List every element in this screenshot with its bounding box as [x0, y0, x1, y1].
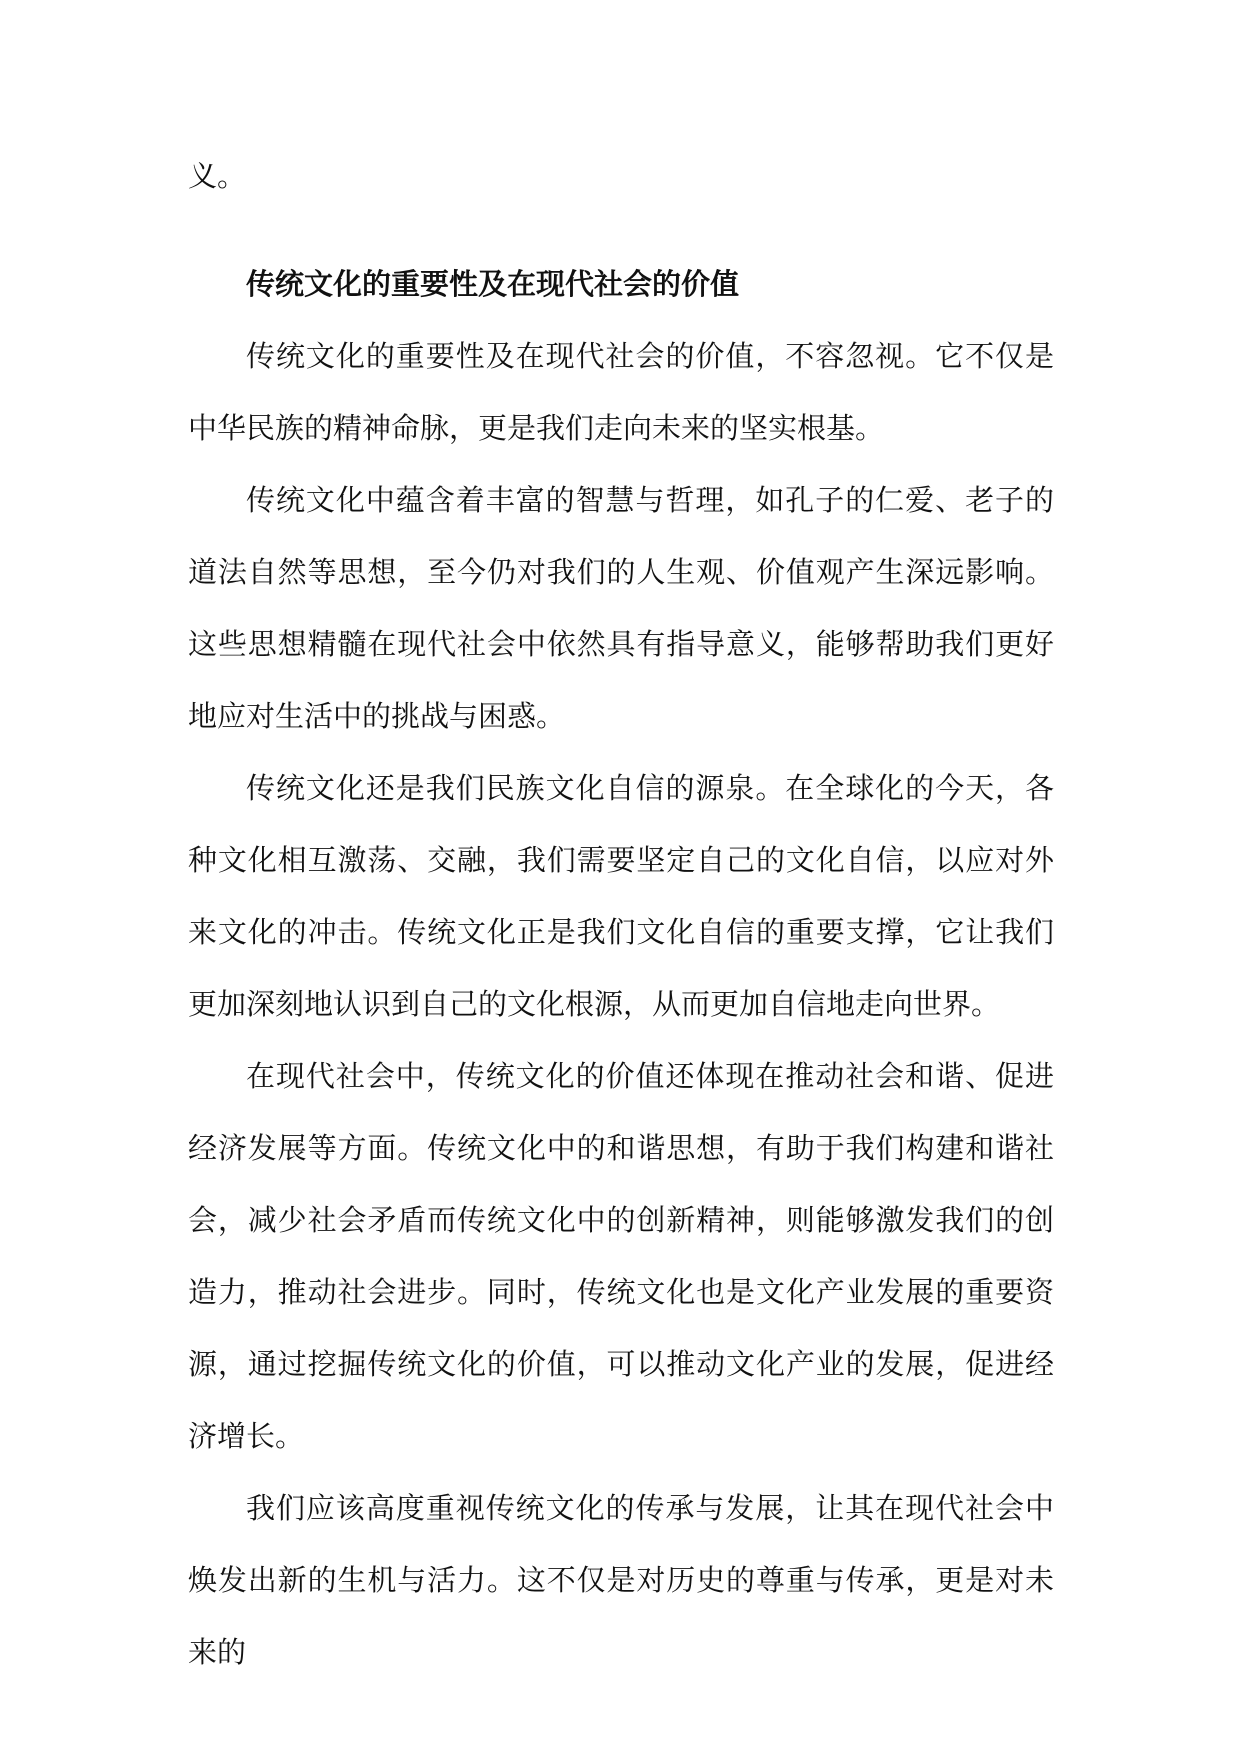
continuation-text: 义。	[188, 159, 247, 193]
paragraph-2: 传统文化中蕴含着丰富的智慧与哲理，如孔子的仁爱、老子的道法自然等思想，至今仍对我们的人生观、价值观产生深远影响。这些思想精髓在现代社会中依然具有指导意义，能够帮助我们更好地应对生活中的挑战与困惑。	[188, 483, 1054, 733]
paragraph-1: 传统文化的重要性及在现代社会的价值，不容忽视。它不仅是中华民族的精神命脉，更是我们走向未来的坚实根基。	[188, 339, 1054, 445]
section-heading: 传统文化的重要性及在现代社会的价值	[246, 267, 740, 301]
paragraph-gap	[188, 212, 1054, 248]
paragraph-4: 在现代社会中，传统文化的价值还体现在推动社会和谐、促进经济发展等方面。传统文化中的和谐思想，有助于我们构建和谐社会，减少社会矛盾而传统文化中的创新精神，则能够激发我们的创造力，推动社会进步。同时，传统文化也是文化产业发展的重要资源，通过挖掘传统文化的价值，可以推动文化产业的发展，促进经济增长。	[188, 1059, 1054, 1453]
document-body	[188, 140, 1054, 1688]
paragraph-5: 我们应该高度重视传统文化的传承与发展，让其在现代社会中焕发出新的生机与活力。这不仅是对历史的尊重与传承，更是对未来的	[188, 1491, 1054, 1669]
paragraph-3: 传统文化还是我们民族文化自信的源泉。在全球化的今天，各种文化相互激荡、交融，我们需要坚定自己的文化自信，以应对外来文化的冲击。传统文化正是我们文化自信的重要支撑，它让我们更加深刻地认识到自己的文化根源，从而更加自信地走向世界。	[188, 771, 1054, 1021]
